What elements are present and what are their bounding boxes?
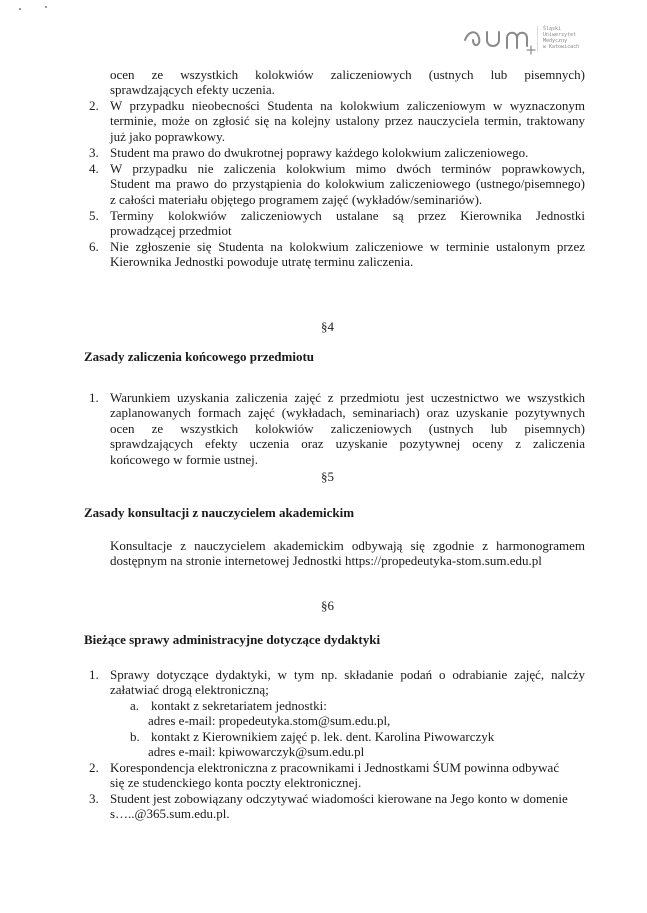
section-symbol: §5 [321,469,334,484]
list-item: Nie zgłoszenie się Studenta na kolokwium zaliczeniowe w terminie ustalonym przez Kierownika Jednostki powoduje utratę terminu zaliczenia. [110,239,585,270]
list-number: 5. [89,208,99,223]
list-item: Terminy kolokwiów zaliczeniowych ustalane są przez Kierownika Jednostki prowadzącej przedmiot [110,208,585,239]
section-symbol: §6 [321,598,334,613]
section-heading: Zasady konsultacji z nauczycielem akademickim [84,505,355,520]
list-item: W przypadku nieobecności Studenta na kolokwium zaliczeniowym w wyznaczonym terminie, może on zgłosić się na kolejny ustalony przez nauczyciela termin, traktowany już jako poprawkowy. [110,98,585,144]
list-number: 4. [89,161,99,176]
list-number: 3. [89,791,99,806]
section-symbol: §4 [321,319,334,334]
list-item: Student ma prawo do dwukrotnej poprawy każdego kolokwium zaliczeniowego. [110,145,529,160]
sublist-letter: b. [130,729,140,744]
university-name: Śląski Uniwersytet Medyczny w Katowicach [543,26,580,50]
list-number: 3. [89,145,99,160]
logo-separator [537,26,538,52]
list-item: Student jest zobowiązany odczytywać wiadomości kierowane na Jego konto w domenie s…..@365.sum.edu.pl. [110,791,568,822]
scan-artifact [45,6,47,8]
list-number: 2. [89,760,99,775]
sublist-letter: a. [130,698,140,713]
list-item: Sprawy dotyczące dydaktyki, w tym np. składanie podań o odrabianie zajęć, nalcży załatwiać drogą elektroniczną; [110,667,585,698]
list-item: Warunkiem uzyskania zaliczenia zajęć z przedmiotu jest uczestnictwo we wszystkich zaplanowanych formach zajęć (wykładach, seminariach) oraz uzyskanie pozytywnych ocen ze wszystkich kolokwiów zaliczeniowych (ustnych lub pisemnych) sprawdzających efekty uczenia oraz uzyskanie pozytywnej oceny z zaliczenia końcowego w formie ustnej. [110,390,585,467]
sublist-item: kontakt z Kierownikiem zajęć p. lek. dent. Karolina Piwowarczyk adres e-mail: kpiwowarczyk@sum.edu.pl [148,729,495,760]
list-number: 1. [89,390,99,405]
list-number: 6. [89,239,99,254]
scan-artifact [19,8,21,10]
sublist-item: kontakt z sekretariatem jednostki: adres e-mail: propedeutyka.stom@sum.edu.pl, [148,698,391,729]
section-heading: Zasady zaliczenia końcowego przedmiotu [84,349,315,364]
list-item: Korespondencja elektroniczna z pracownikami i Jednostkami ŚUM powinna odbywać się ze studenckiego konta poczty elektronicznej. [110,760,560,791]
list-item: W przypadku nie zaliczenia kolokwium mimo dwóch terminów poprawkowych, Student ma prawo do przystąpienia do kolokwium zaliczeniowego (ustnego/pisemnego) z całości materiału objętego programem zajęć (wykładów/seminariów). [110,161,585,207]
paragraph: Konsultacje z nauczycielem akademickim odbywają się zgodnie z harmonogramem dostępnym na stronie internetowej Jednostki https://propedeutyka-stom.sum.edu.pl [110,538,585,569]
list-item-continuation: ocen ze wszystkich kolokwiów zaliczeniowych (ustnych lub pisemnych) sprawdzających efekty uczenia. [110,67,585,98]
list-number: 2. [89,98,99,113]
section-heading: Bieżące sprawy administracyjne dotyczące dydaktyki [84,632,381,647]
list-number: 1. [89,667,99,682]
